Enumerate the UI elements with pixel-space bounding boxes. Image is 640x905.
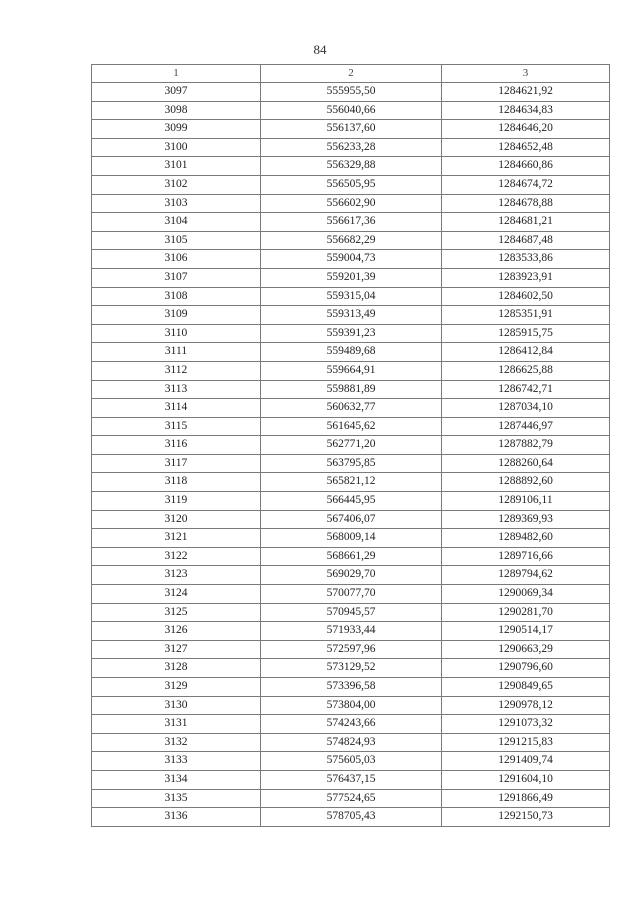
point-number-cell: 3100	[92, 138, 261, 157]
y-coordinate-cell: 1290849,65	[442, 678, 610, 697]
point-number-cell: 3130	[92, 696, 261, 715]
table-row	[92, 120, 610, 139]
y-coordinate-cell: 1283533,86	[442, 250, 610, 269]
x-coordinate-cell: 578705,43	[261, 808, 442, 827]
table-row	[92, 770, 610, 789]
point-number-cell: 3134	[92, 770, 261, 789]
y-coordinate-cell: 1283923,91	[442, 268, 610, 287]
x-coordinate-cell: 575605,03	[261, 752, 442, 771]
point-number-cell: 3118	[92, 473, 261, 492]
x-coordinate-cell: 556602,90	[261, 194, 442, 213]
x-coordinate-cell: 563795,85	[261, 454, 442, 473]
point-number-cell: 3114	[92, 399, 261, 418]
point-number-cell: 3108	[92, 287, 261, 306]
table-row	[92, 268, 610, 287]
x-coordinate-cell: 568661,29	[261, 547, 442, 566]
table-row	[92, 473, 610, 492]
point-number-cell: 3116	[92, 436, 261, 455]
point-number-cell: 3098	[92, 101, 261, 120]
y-coordinate-cell: 1289369,93	[442, 510, 610, 529]
table-row	[92, 324, 610, 343]
point-number-cell: 3122	[92, 547, 261, 566]
y-coordinate-cell: 1291215,83	[442, 733, 610, 752]
x-coordinate-cell: 559881,89	[261, 380, 442, 399]
y-coordinate-cell: 1284687,48	[442, 231, 610, 250]
y-coordinate-cell: 1284660,86	[442, 157, 610, 176]
table-row	[92, 231, 610, 250]
x-coordinate-cell: 559201,39	[261, 268, 442, 287]
table-row	[92, 510, 610, 529]
x-coordinate-cell: 556617,36	[261, 213, 442, 232]
y-coordinate-cell: 1288892,60	[442, 473, 610, 492]
table-row	[92, 250, 610, 269]
table-row	[92, 157, 610, 176]
x-coordinate-cell: 567406,07	[261, 510, 442, 529]
table-row	[92, 361, 610, 380]
table-row	[92, 585, 610, 604]
x-coordinate-cell: 566445,95	[261, 492, 442, 511]
x-coordinate-cell: 573129,52	[261, 659, 442, 678]
point-number-cell: 3117	[92, 454, 261, 473]
table-row	[92, 306, 610, 325]
table-row	[92, 547, 610, 566]
x-coordinate-cell: 559664,91	[261, 361, 442, 380]
point-number-cell: 3104	[92, 213, 261, 232]
column-header-2: 2	[261, 65, 442, 83]
x-coordinate-cell: 559391,23	[261, 324, 442, 343]
point-number-cell: 3102	[92, 175, 261, 194]
y-coordinate-cell: 1284602,50	[442, 287, 610, 306]
point-number-cell: 3111	[92, 343, 261, 362]
point-number-cell: 3109	[92, 306, 261, 325]
table-row	[92, 454, 610, 473]
column-header-3: 3	[442, 65, 610, 83]
point-number-cell: 3120	[92, 510, 261, 529]
y-coordinate-cell: 1291604,10	[442, 770, 610, 789]
x-coordinate-cell: 569029,70	[261, 566, 442, 585]
x-coordinate-cell: 570077,70	[261, 585, 442, 604]
y-coordinate-cell: 1291073,32	[442, 715, 610, 734]
y-coordinate-cell: 1284646,20	[442, 120, 610, 139]
point-number-cell: 3135	[92, 789, 261, 808]
table-row	[92, 101, 610, 120]
x-coordinate-cell: 556233,28	[261, 138, 442, 157]
y-coordinate-cell: 1288260,64	[442, 454, 610, 473]
y-coordinate-cell: 1284681,21	[442, 213, 610, 232]
x-coordinate-cell: 571933,44	[261, 622, 442, 641]
point-number-cell: 3112	[92, 361, 261, 380]
y-coordinate-cell: 1287034,10	[442, 399, 610, 418]
table-row	[92, 399, 610, 418]
table-row	[92, 659, 610, 678]
point-number-cell: 3124	[92, 585, 261, 604]
point-number-cell: 3106	[92, 250, 261, 269]
table-row	[92, 436, 610, 455]
coordinates-table	[91, 64, 610, 827]
table-row	[92, 380, 610, 399]
y-coordinate-cell: 1285915,75	[442, 324, 610, 343]
x-coordinate-cell: 556329,88	[261, 157, 442, 176]
table-row	[92, 566, 610, 585]
y-coordinate-cell: 1286742,71	[442, 380, 610, 399]
x-coordinate-cell: 559313,49	[261, 306, 442, 325]
table-row	[92, 343, 610, 362]
y-coordinate-cell: 1289106,11	[442, 492, 610, 511]
y-coordinate-cell: 1287882,79	[442, 436, 610, 455]
point-number-cell: 3132	[92, 733, 261, 752]
point-number-cell: 3129	[92, 678, 261, 697]
point-number-cell: 3107	[92, 268, 261, 287]
table-row	[92, 175, 610, 194]
table-row	[92, 138, 610, 157]
point-number-cell: 3123	[92, 566, 261, 585]
point-number-cell: 3119	[92, 492, 261, 511]
y-coordinate-cell: 1290069,34	[442, 585, 610, 604]
y-coordinate-cell: 1287446,97	[442, 417, 610, 436]
table-row	[92, 529, 610, 548]
point-number-cell: 3115	[92, 417, 261, 436]
x-coordinate-cell: 559315,04	[261, 287, 442, 306]
table-row	[92, 83, 610, 102]
y-coordinate-cell: 1292150,73	[442, 808, 610, 827]
table-body	[92, 83, 610, 827]
y-coordinate-cell: 1284678,88	[442, 194, 610, 213]
table-row	[92, 715, 610, 734]
table-row	[92, 492, 610, 511]
point-number-cell: 3125	[92, 603, 261, 622]
point-number-cell: 3097	[92, 83, 261, 102]
x-coordinate-cell: 555955,50	[261, 83, 442, 102]
y-coordinate-cell: 1289716,66	[442, 547, 610, 566]
point-number-cell: 3113	[92, 380, 261, 399]
x-coordinate-cell: 573804,00	[261, 696, 442, 715]
x-coordinate-cell: 570945,57	[261, 603, 442, 622]
y-coordinate-cell: 1290514,17	[442, 622, 610, 641]
point-number-cell: 3127	[92, 640, 261, 659]
x-coordinate-cell: 561645,62	[261, 417, 442, 436]
y-coordinate-cell: 1284634,83	[442, 101, 610, 120]
table-row	[92, 213, 610, 232]
table-row	[92, 640, 610, 659]
x-coordinate-cell: 573396,58	[261, 678, 442, 697]
x-coordinate-cell: 556682,29	[261, 231, 442, 250]
point-number-cell: 3101	[92, 157, 261, 176]
x-coordinate-cell: 560632,77	[261, 399, 442, 418]
point-number-cell: 3099	[92, 120, 261, 139]
y-coordinate-cell: 1284652,48	[442, 138, 610, 157]
table-row	[92, 417, 610, 436]
y-coordinate-cell: 1290281,70	[442, 603, 610, 622]
x-coordinate-cell: 556137,60	[261, 120, 442, 139]
point-number-cell: 3133	[92, 752, 261, 771]
x-coordinate-cell: 576437,15	[261, 770, 442, 789]
x-coordinate-cell: 556505,95	[261, 175, 442, 194]
table-row	[92, 752, 610, 771]
page-number: 84	[313, 42, 327, 57]
table-row	[92, 808, 610, 827]
table-row	[92, 678, 610, 697]
x-coordinate-cell: 565821,12	[261, 473, 442, 492]
y-coordinate-cell: 1286412,84	[442, 343, 610, 362]
column-header-1: 1	[92, 65, 261, 83]
table-row	[92, 696, 610, 715]
point-number-cell: 3131	[92, 715, 261, 734]
y-coordinate-cell: 1284674,72	[442, 175, 610, 194]
x-coordinate-cell: 572597,96	[261, 640, 442, 659]
table-header-row	[92, 65, 610, 83]
point-number-cell: 3136	[92, 808, 261, 827]
x-coordinate-cell: 559489,68	[261, 343, 442, 362]
x-coordinate-cell: 556040,66	[261, 101, 442, 120]
table-row	[92, 622, 610, 641]
point-number-cell: 3121	[92, 529, 261, 548]
x-coordinate-cell: 562771,20	[261, 436, 442, 455]
y-coordinate-cell: 1290663,29	[442, 640, 610, 659]
x-coordinate-cell: 559004,73	[261, 250, 442, 269]
x-coordinate-cell: 568009,14	[261, 529, 442, 548]
point-number-cell: 3103	[92, 194, 261, 213]
table-row	[92, 603, 610, 622]
y-coordinate-cell: 1284621,92	[442, 83, 610, 102]
y-coordinate-cell: 1291866,49	[442, 789, 610, 808]
y-coordinate-cell: 1285351,91	[442, 306, 610, 325]
y-coordinate-cell: 1289794,62	[442, 566, 610, 585]
point-number-cell: 3110	[92, 324, 261, 343]
table-row	[92, 194, 610, 213]
x-coordinate-cell: 577524,65	[261, 789, 442, 808]
y-coordinate-cell: 1290978,12	[442, 696, 610, 715]
y-coordinate-cell: 1286625,88	[442, 361, 610, 380]
point-number-cell: 3128	[92, 659, 261, 678]
x-coordinate-cell: 574243,66	[261, 715, 442, 734]
table-row	[92, 733, 610, 752]
y-coordinate-cell: 1289482,60	[442, 529, 610, 548]
y-coordinate-cell: 1291409,74	[442, 752, 610, 771]
table-row	[92, 287, 610, 306]
x-coordinate-cell: 574824,93	[261, 733, 442, 752]
y-coordinate-cell: 1290796,60	[442, 659, 610, 678]
point-number-cell: 3105	[92, 231, 261, 250]
point-number-cell: 3126	[92, 622, 261, 641]
table-row	[92, 789, 610, 808]
